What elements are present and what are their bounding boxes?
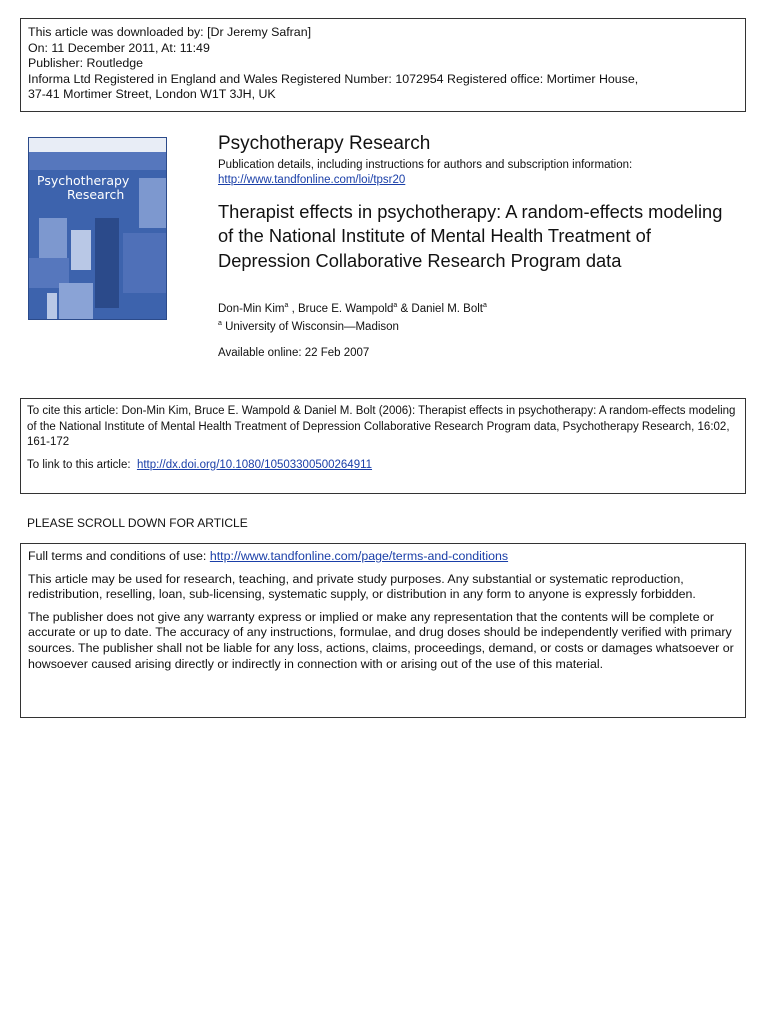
cover-title: Psychotherapy Research [37, 173, 130, 202]
journal-title: Psychotherapy Research [218, 133, 431, 154]
terms-paragraph-usage: This article may be used for research, teaching, and private study purposes. Any substantial or systematic reproduction, redistribution, reselling, loan, sub-licensing, systematic supply, or distribution in any form to anyone is expressly forbidden. [28, 571, 696, 602]
terms-box [20, 543, 746, 718]
publication-details-text: Publication details, including instructions for authors and subscription information: [218, 159, 633, 171]
publisher-text: Publisher: Routledge [28, 56, 144, 70]
doi-link[interactable]: http://dx.doi.org/10.1080/10503300500264911 [136, 458, 373, 471]
cover-block [71, 230, 91, 270]
author-3: Daniel M. Bolt [411, 303, 483, 315]
article-link-line [27, 458, 739, 474]
author-separator: , [288, 303, 298, 315]
cover-block [123, 233, 167, 293]
affiliation [218, 320, 399, 333]
cover-block [47, 293, 57, 320]
cover-block [139, 178, 167, 228]
affiliation-sup: a [218, 320, 222, 327]
citation-text: To cite this article: Don-Min Kim, Bruce E. Wampold & Daniel M. Bolt (2006): Therapist effects in psychotherapy: A random-effects modeling of the National Institute of Mental Health Treatment of Depression Collaborative Research Program data, Psychotherapy Research, 16:02, 161-172 [27, 405, 736, 448]
cover-block [95, 218, 119, 308]
author-separator: & [397, 303, 412, 315]
publication-details [218, 158, 632, 188]
terms-label: Full terms and conditions of use: [28, 549, 207, 563]
citation-box [20, 398, 746, 494]
terms-paragraph-disclaimer: The publisher does not give any warranty express or implied or make any representation that the contents will be complete or accurate or up to date. The accuracy of any instructions, formulae, and drug doses should be independently verified with primary sources. The publisher shall not be liable for any loss, actions, claims, proceedings, demand, or costs or damages whatsoever or howsoever caused arising directly or indirectly in connection with or arising out of the use of this material. [28, 609, 734, 671]
article-title: Therapist effects in psychotherapy: A random-effects modeling of the National Institute of Mental Health Treatment of Depression Collaborative Research Program data [218, 201, 723, 271]
author-2: Bruce E. Wampold [297, 303, 394, 315]
cover-band [29, 152, 167, 170]
journal-cover-image [28, 137, 167, 320]
downloaded-by-text: This article was downloaded by: [Dr Jeremy Safran] [28, 25, 312, 39]
available-online-date: Available online: 22 Feb 2007 [218, 347, 370, 359]
registration-line-2: 37-41 Mortimer Street, London W1T 3JH, UK [28, 87, 276, 101]
author-1-sup: a [284, 302, 289, 309]
download-date-text: On: 11 December 2011, At: 11:49 [28, 40, 210, 55]
affiliation-text: University of Wisconsin—Madison [225, 321, 399, 333]
article-link-label: To link to this article: [27, 458, 131, 471]
terms-line [28, 549, 738, 565]
author-1: Don-Min Kim [218, 303, 285, 315]
cover-header-strip [29, 138, 167, 152]
registration-line-1: Informa Ltd Registered in England and Wales Registered Number: 1072954 Registered office: Mortimer House, [28, 71, 639, 86]
scroll-down-notice: PLEASE SCROLL DOWN FOR ARTICLE [27, 516, 248, 530]
download-notice-box [20, 18, 746, 112]
author-2-sup: a [393, 302, 398, 309]
author-3-sup: a [482, 302, 487, 309]
journal-url-link[interactable]: http://www.tandfonline.com/loi/tpsr20 [218, 174, 406, 186]
cover-block [59, 283, 93, 320]
terms-link[interactable]: http://www.tandfonline.com/page/terms-and-conditions [209, 549, 509, 563]
authors-line [218, 302, 487, 315]
